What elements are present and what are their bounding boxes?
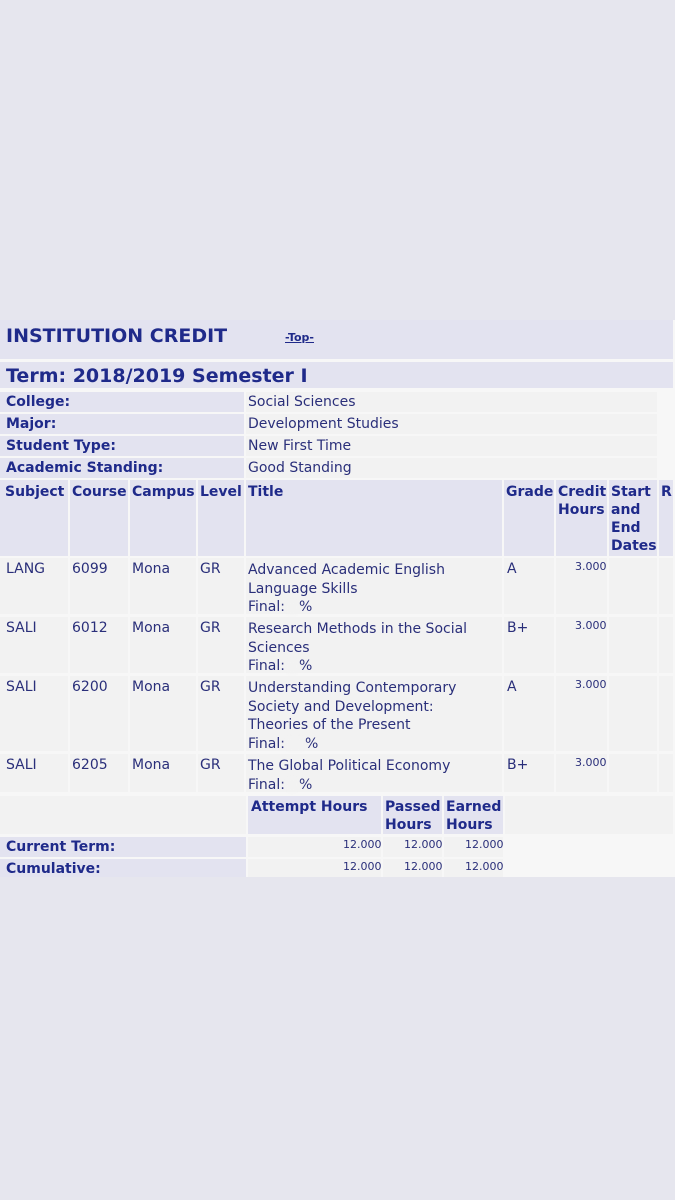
redacted-mark bbox=[285, 601, 299, 614]
row-credit: 3.000 bbox=[575, 678, 607, 691]
cumulative-earned: 12.000 bbox=[465, 860, 504, 873]
final-suffix: % bbox=[298, 658, 313, 674]
redacted-mark bbox=[285, 737, 305, 750]
final-label: Final: bbox=[248, 776, 285, 793]
row-campus: Mona bbox=[132, 620, 171, 636]
row-campus: Mona bbox=[132, 679, 171, 695]
redacted-mark bbox=[285, 778, 299, 791]
row-title bbox=[248, 679, 483, 753]
row-title bbox=[248, 561, 483, 617]
cumulative-label: Cumulative: bbox=[6, 861, 101, 877]
term-title: Term: 2018/2019 Semester I bbox=[6, 365, 308, 387]
row-grade: A bbox=[507, 561, 517, 577]
col-passed-hours: Passed Hours bbox=[385, 799, 441, 833]
final-suffix: % bbox=[298, 599, 313, 615]
major-value: Development Studies bbox=[248, 416, 399, 432]
col-subject: Subject bbox=[5, 484, 65, 500]
row-title bbox=[248, 757, 483, 794]
course-title: The Global Political Economy bbox=[248, 758, 451, 774]
row-level: GR bbox=[200, 620, 221, 636]
row-campus: Mona bbox=[132, 561, 171, 577]
col-credit-hours: Credit Hours bbox=[558, 484, 607, 518]
course-title: Advanced Academic English Language Skills bbox=[248, 562, 445, 597]
col-dates: Start and End Dates bbox=[611, 484, 657, 554]
col-earned-hours: Earned Hours bbox=[446, 799, 502, 833]
col-level: Level bbox=[200, 484, 242, 500]
row-level: GR bbox=[200, 679, 221, 695]
row-level: GR bbox=[200, 561, 221, 577]
col-course: Course bbox=[72, 484, 127, 500]
cumulative-passed: 12.000 bbox=[404, 860, 443, 873]
row-course: 6099 bbox=[72, 561, 108, 577]
row-grade: A bbox=[507, 679, 517, 695]
col-attempt-hours: Attempt Hours bbox=[251, 799, 368, 815]
final-suffix: % bbox=[304, 735, 319, 752]
row-credit: 3.000 bbox=[575, 560, 607, 573]
row-grade: B+ bbox=[507, 620, 529, 636]
row-subject: LANG bbox=[6, 561, 46, 577]
final-label: Final: bbox=[248, 735, 285, 752]
row-course: 6012 bbox=[72, 620, 108, 636]
college-value: Social Sciences bbox=[248, 394, 356, 410]
major-label: Major: bbox=[6, 416, 57, 432]
college-label: College: bbox=[6, 394, 71, 410]
final-suffix: % bbox=[298, 776, 313, 793]
current-passed: 12.000 bbox=[404, 838, 443, 851]
row-subject: SALI bbox=[6, 757, 37, 773]
row-credit: 3.000 bbox=[575, 756, 607, 769]
redacted-mark bbox=[285, 660, 299, 673]
student-type-value: New First Time bbox=[248, 438, 352, 454]
current-term-label: Current Term: bbox=[6, 839, 116, 855]
final-label: Final: bbox=[248, 599, 285, 615]
row-level: GR bbox=[200, 757, 221, 773]
row-subject: SALI bbox=[6, 620, 37, 636]
row-title bbox=[248, 620, 483, 676]
row-course: 6205 bbox=[72, 757, 108, 773]
current-earned: 12.000 bbox=[465, 838, 504, 851]
academic-standing-label: Academic Standing: bbox=[6, 460, 164, 476]
col-grade: Grade bbox=[506, 484, 554, 500]
row-campus: Mona bbox=[132, 757, 171, 773]
course-title: Research Methods in the Social Sciences bbox=[248, 621, 468, 656]
col-r: R bbox=[661, 484, 672, 500]
course-title: Understanding Contemporary Society and Development: Theories of the Present bbox=[248, 680, 457, 733]
row-credit: 3.000 bbox=[575, 619, 607, 632]
row-subject: SALI bbox=[6, 679, 37, 695]
student-type-label: Student Type: bbox=[6, 438, 116, 454]
cumulative-attempt: 12.000 bbox=[343, 860, 382, 873]
col-title: Title bbox=[248, 484, 284, 500]
section-title: INSTITUTION CREDIT bbox=[6, 325, 228, 347]
academic-standing-value: Good Standing bbox=[248, 460, 352, 476]
current-attempt: 12.000 bbox=[343, 838, 382, 851]
row-grade: B+ bbox=[507, 757, 529, 773]
final-label: Final: bbox=[248, 658, 285, 674]
top-link[interactable]: -Top- bbox=[285, 331, 314, 344]
row-course: 6200 bbox=[72, 679, 108, 695]
col-campus: Campus bbox=[132, 484, 195, 500]
transcript-document bbox=[0, 320, 675, 877]
